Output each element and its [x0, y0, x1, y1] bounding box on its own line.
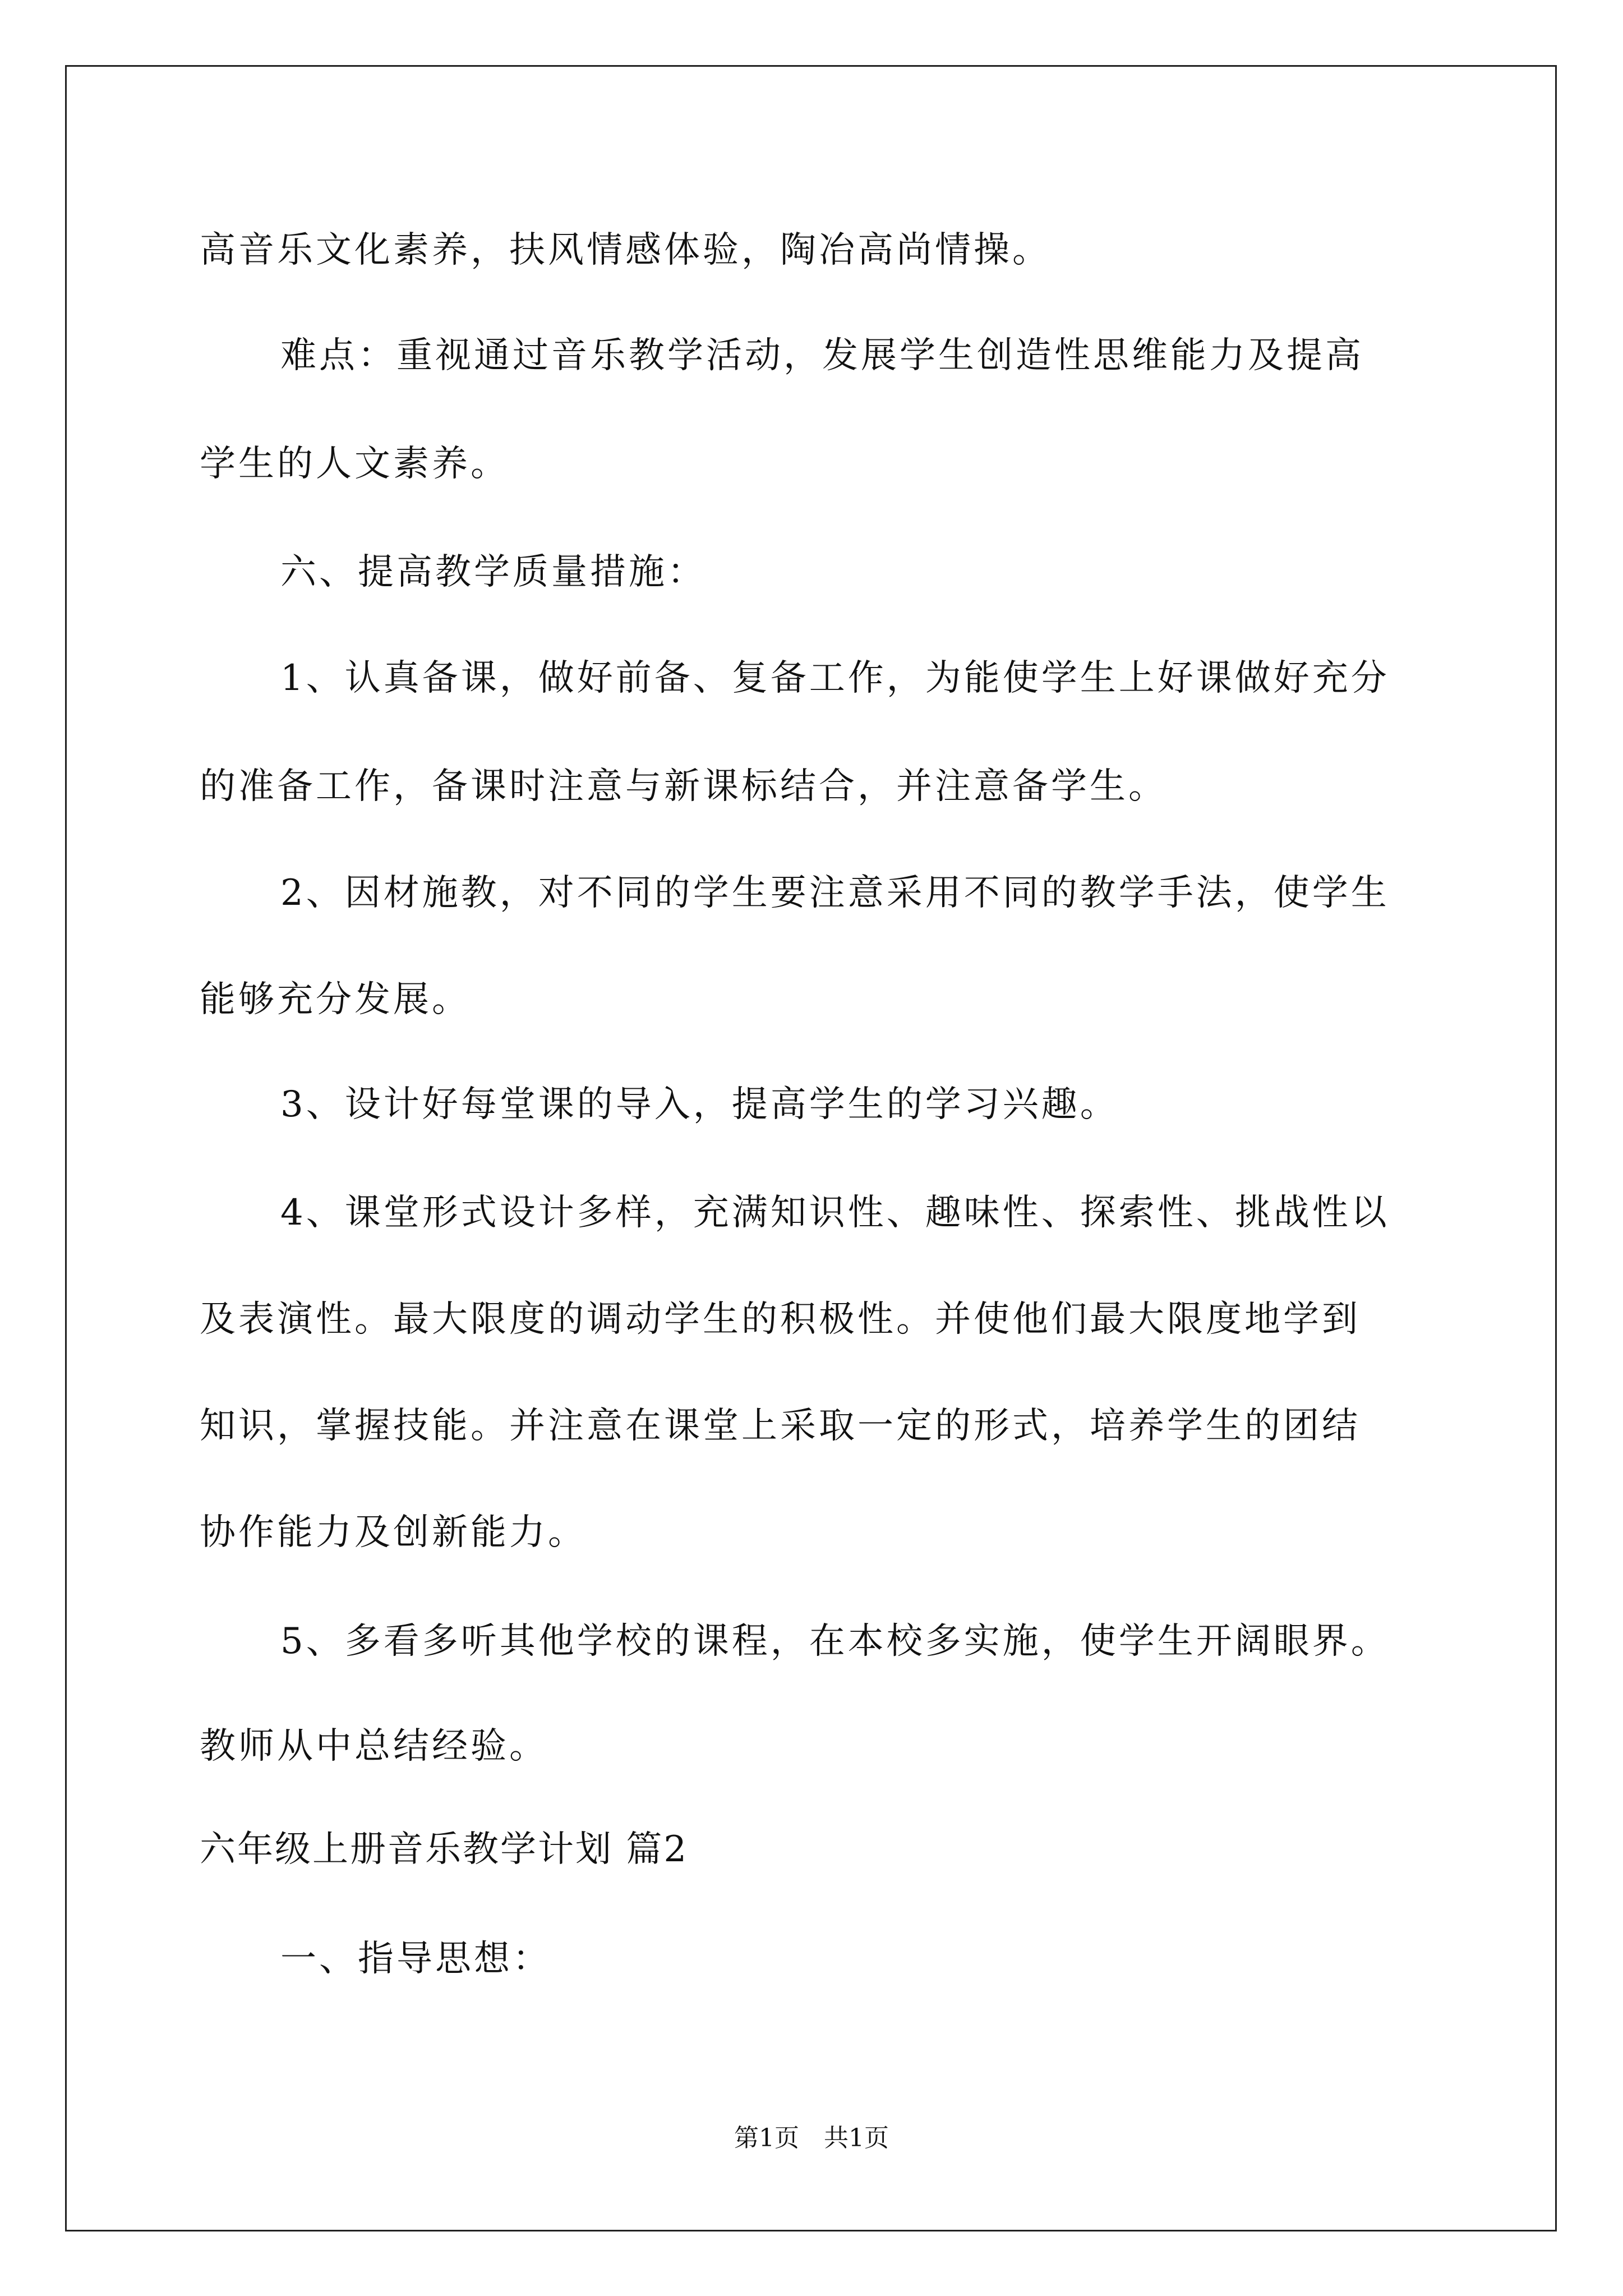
- text-line-9: 3、设计好每堂课的导入，提高学生的学习兴趣。: [280, 1084, 1119, 1125]
- text-line-11: 及表演性。最大限度的调动学生的积极性。并使他们最大限度地学到: [200, 1299, 1361, 1340]
- text-line-15: 教师从中总结经验。: [200, 1726, 548, 1767]
- section-heading-1: 一、指导思想：: [280, 1938, 551, 1980]
- text-line-13: 协作能力及创新能力。: [200, 1512, 587, 1553]
- page-footer: 第1页 共1页: [734, 2124, 889, 2152]
- page-border: [65, 65, 1557, 2231]
- text-line-1: 高音乐文化素养，扶风情感体验，陶冶高尚情操。: [200, 229, 1051, 271]
- text-line-10: 4、课堂形式设计多样，充满知识性、趣味性、探索性、挑战性以: [280, 1192, 1390, 1234]
- text-line-3: 学生的人文素养。: [200, 443, 509, 485]
- text-line-2: 难点：重视通过音乐教学活动，发展学生创造性思维能力及提高: [280, 335, 1364, 376]
- text-line-5: 1、认真备课，做好前备、复备工作，为能使学生上好课做好充分: [280, 657, 1390, 699]
- text-line-12: 知识，掌握技能。并注意在课堂上采取一定的形式，培养学生的团结: [200, 1405, 1361, 1447]
- text-line-7: 2、因材施教，对不同的学生要注意采用不同的教学手法，使学生: [280, 872, 1390, 914]
- text-line-8: 能够充分发展。: [200, 979, 471, 1020]
- text-line-6: 的准备工作，备课时注意与新课标结合，并注意备学生。: [200, 766, 1167, 807]
- section-heading-6: 六、提高教学质量措施：: [280, 551, 706, 593]
- document-section-title: 六年级上册音乐教学计划 篇2: [200, 1829, 689, 1870]
- text-line-14: 5、多看多听其他学校的课程，在本校多实施，使学生开阔眼界。: [280, 1621, 1390, 1662]
